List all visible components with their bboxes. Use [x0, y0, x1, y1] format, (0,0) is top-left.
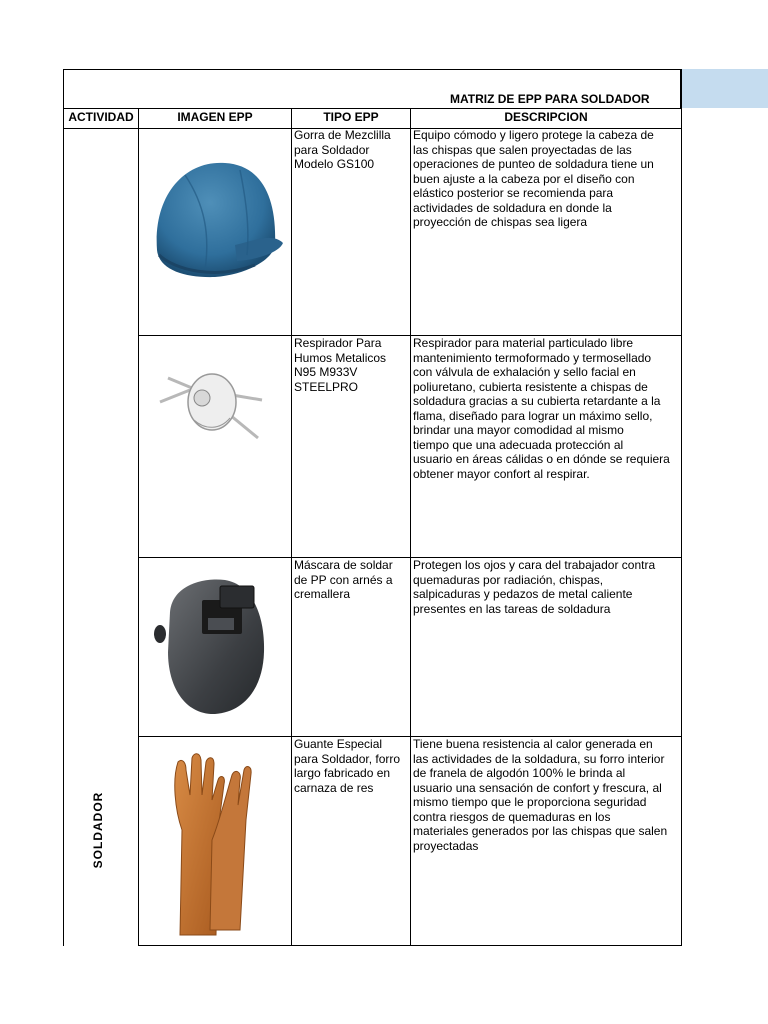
table-line	[410, 108, 411, 946]
table-line	[291, 108, 292, 946]
table-line	[681, 69, 682, 946]
header-descripcion: DESCRIPCION	[504, 110, 588, 124]
respirator-mask-icon	[150, 360, 275, 450]
descripcion-cell: Respirador para material particulado libre mantenimiento termoformado y termosellado con válvula de exhalación y sello facial en poliuretano, cubierta resistente a chispas de soldadura gracias a su cubierta retardante a la flama, diseñado para lograr un máximo sello, brindar una mayor comodidad al mismo tiempo que una adecuada protección al usuario en áreas cálidas o en dónde se requiera obtener mayor confort al respirar.	[413, 336, 670, 481]
tipo-epp-cell: Gorra de Mezclilla para Soldador Modelo GS100	[294, 128, 391, 171]
header-tipo-epp: TIPO EPP	[323, 110, 379, 124]
table-line	[138, 108, 139, 946]
activity-label: SOLDADOR	[91, 791, 105, 869]
table-line	[63, 69, 64, 946]
tipo-epp-cell: Máscara de soldar de PP con arnés a cremallera	[294, 558, 393, 601]
welding-cap-icon	[145, 135, 285, 330]
welding-gloves-icon	[160, 750, 255, 938]
header-actividad: ACTIVIDAD	[68, 110, 134, 124]
header-imagen-epp: IMAGEN EPP	[177, 110, 253, 124]
descripcion-cell: Protegen los ojos y cara del trabajador contra quemaduras por radiación, chispas, salpicaduras y pedazos de metal caliente presentes en las tareas de soldadura	[413, 558, 656, 616]
welding-mask-icon	[150, 572, 268, 720]
descripcion-cell: Equipo cómodo y ligero protege la cabeza de las chispas que salen proyectadas de las operaciones de punteo de soldadura tiene un buen ajuste a la cabeza por el diseño con elástico posterior se recomienda para actividades de soldadura en donde la proyección de chispas sea ligera	[413, 128, 654, 229]
descripcion-cell: Tiene buena resistencia al calor generada en las actividades de la soldadura, su forro interior de franela de algodón 100% le brinda al usuario una sensación de confort y frescura, al mismo tiempo que le proporciona seguridad contra riesgos de quemaduras en los materiales generados por las chispas que salen proyectadas	[413, 737, 668, 853]
tipo-epp-cell: Guante Especial para Soldador, forro largo fabricado en carnaza de res	[294, 737, 401, 795]
tipo-epp-cell: Respirador Para Humos Metalicos N95 M933V STEELPRO	[294, 336, 387, 394]
page-title: MATRIZ DE EPP PARA SOLDADOR	[450, 92, 650, 106]
